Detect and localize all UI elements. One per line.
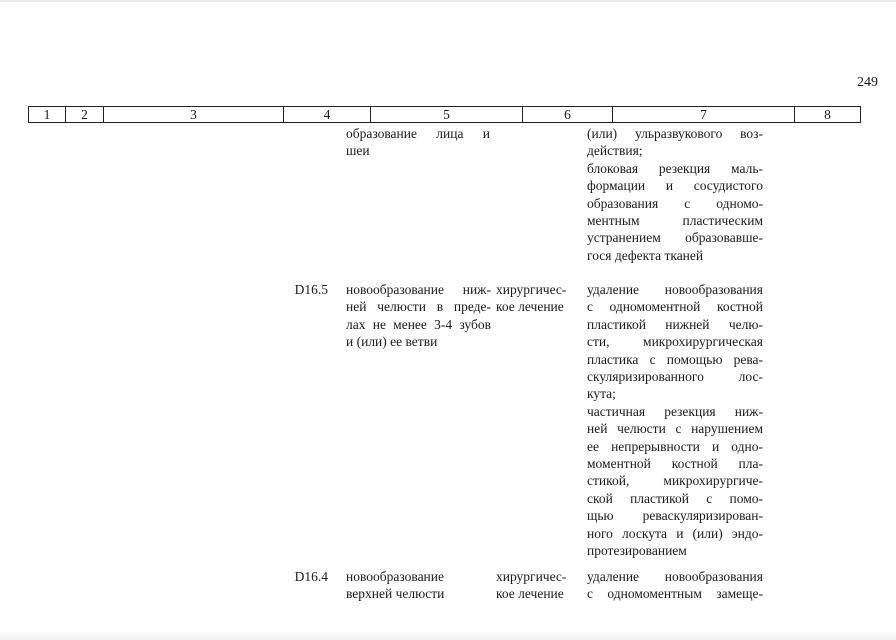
scan-top-edge [0,0,896,2]
row-1-diagnosis-line: и (или) ее ветви [346,334,438,350]
row-1-method-line: с одномоментной костной [587,299,763,315]
row-0-method-line: устранением образовавше- [587,230,763,246]
column-header-8: 8 [795,107,861,123]
row-1-code: D16.5 [294,282,328,297]
row-1-method-line: моментной костной пла- [587,456,763,472]
column-header-4: 4 [284,107,371,123]
row-2-treatment [496,568,578,603]
row-2-diagnosis-line: верхней челюсти [346,586,445,602]
row-1-method-line: стикой, микрохирургиче- [587,473,763,489]
row-0-diagnosis-line: шеи [346,143,370,159]
row-1-method-line: кута; [587,386,616,402]
row-1-method-line: протезированием [587,543,687,559]
row-1-diagnosis-line: лах не менее 3-4 зубов [346,316,491,332]
row-1-method-line: щью реваскуляризирован- [587,508,763,524]
row-1-treatment-line: хирургичес- [496,282,567,297]
column-header-7: 7 [613,107,795,123]
row-1-treatment [496,281,578,316]
row-1-method-line: удаление новообразования [587,282,763,297]
scan-bottom-edge [0,630,896,640]
row-1-method-line: ее непрерывности и одно- [587,438,763,454]
row-1-method-line: пластика с помощью рева- [587,351,763,367]
row-0-method-line: блоковая резекция маль- [587,160,763,176]
row-2-code: D16.4 [294,569,328,584]
row-2-treatment-line: хирургичес- [496,569,567,584]
row-0-method-line: ментным пластическим [587,213,763,229]
row-2-treatment-line: кое лечение [496,586,564,602]
row-2-diagnosis [346,568,491,603]
row-1-treatment-line: кое лечение [496,299,564,315]
row-0-method-line: образования с одномо- [587,195,763,211]
column-header-1: 1 [29,107,66,123]
row-1-method-line: сти, микрохирургическая [587,334,763,350]
column-header-3: 3 [104,107,284,123]
row-1-diagnosis-line: ней челюсти в преде- [346,299,491,315]
row-2-method-line: удаление новообразования [587,569,763,584]
row-2-method [587,568,763,603]
row-0-diagnosis [346,125,490,160]
row-0-method-line: действия; [587,143,643,159]
row-0-method-line: формации и сосудистого [587,178,763,194]
row-1-method [587,281,763,560]
row-1-diagnosis-line: новообразование ниж- [346,282,491,297]
column-header-2: 2 [66,107,104,123]
row-1-diagnosis [346,281,491,351]
row-0-method-line: гося дефекта тканей [587,247,704,263]
row-1-method-line: ней челюсти с нарушением [587,421,763,437]
row-1-method-line: частичная резекция ниж- [587,403,763,419]
row-0-method [587,125,763,264]
column-header-5: 5 [371,107,523,123]
row-2-diagnosis-line: новообразование [346,569,445,584]
row-1-method-line: скуляризированного лос- [587,369,763,385]
row-1-method-line: пластикой нижней челю- [587,316,763,332]
row-1-method-line: ного лоскута и (или) эндо- [587,525,763,541]
page-number: 249 [857,75,878,90]
row-0-method-line: (или) ульразвукового воз- [587,126,763,141]
row-0-diagnosis-line: образование лица и [346,126,490,141]
row-2-method-line: с одномоментным замеще- [587,586,763,602]
row-1-method-line: ской пластикой с помо- [587,490,763,506]
column-number-header [28,106,861,123]
column-header-6: 6 [523,107,613,123]
